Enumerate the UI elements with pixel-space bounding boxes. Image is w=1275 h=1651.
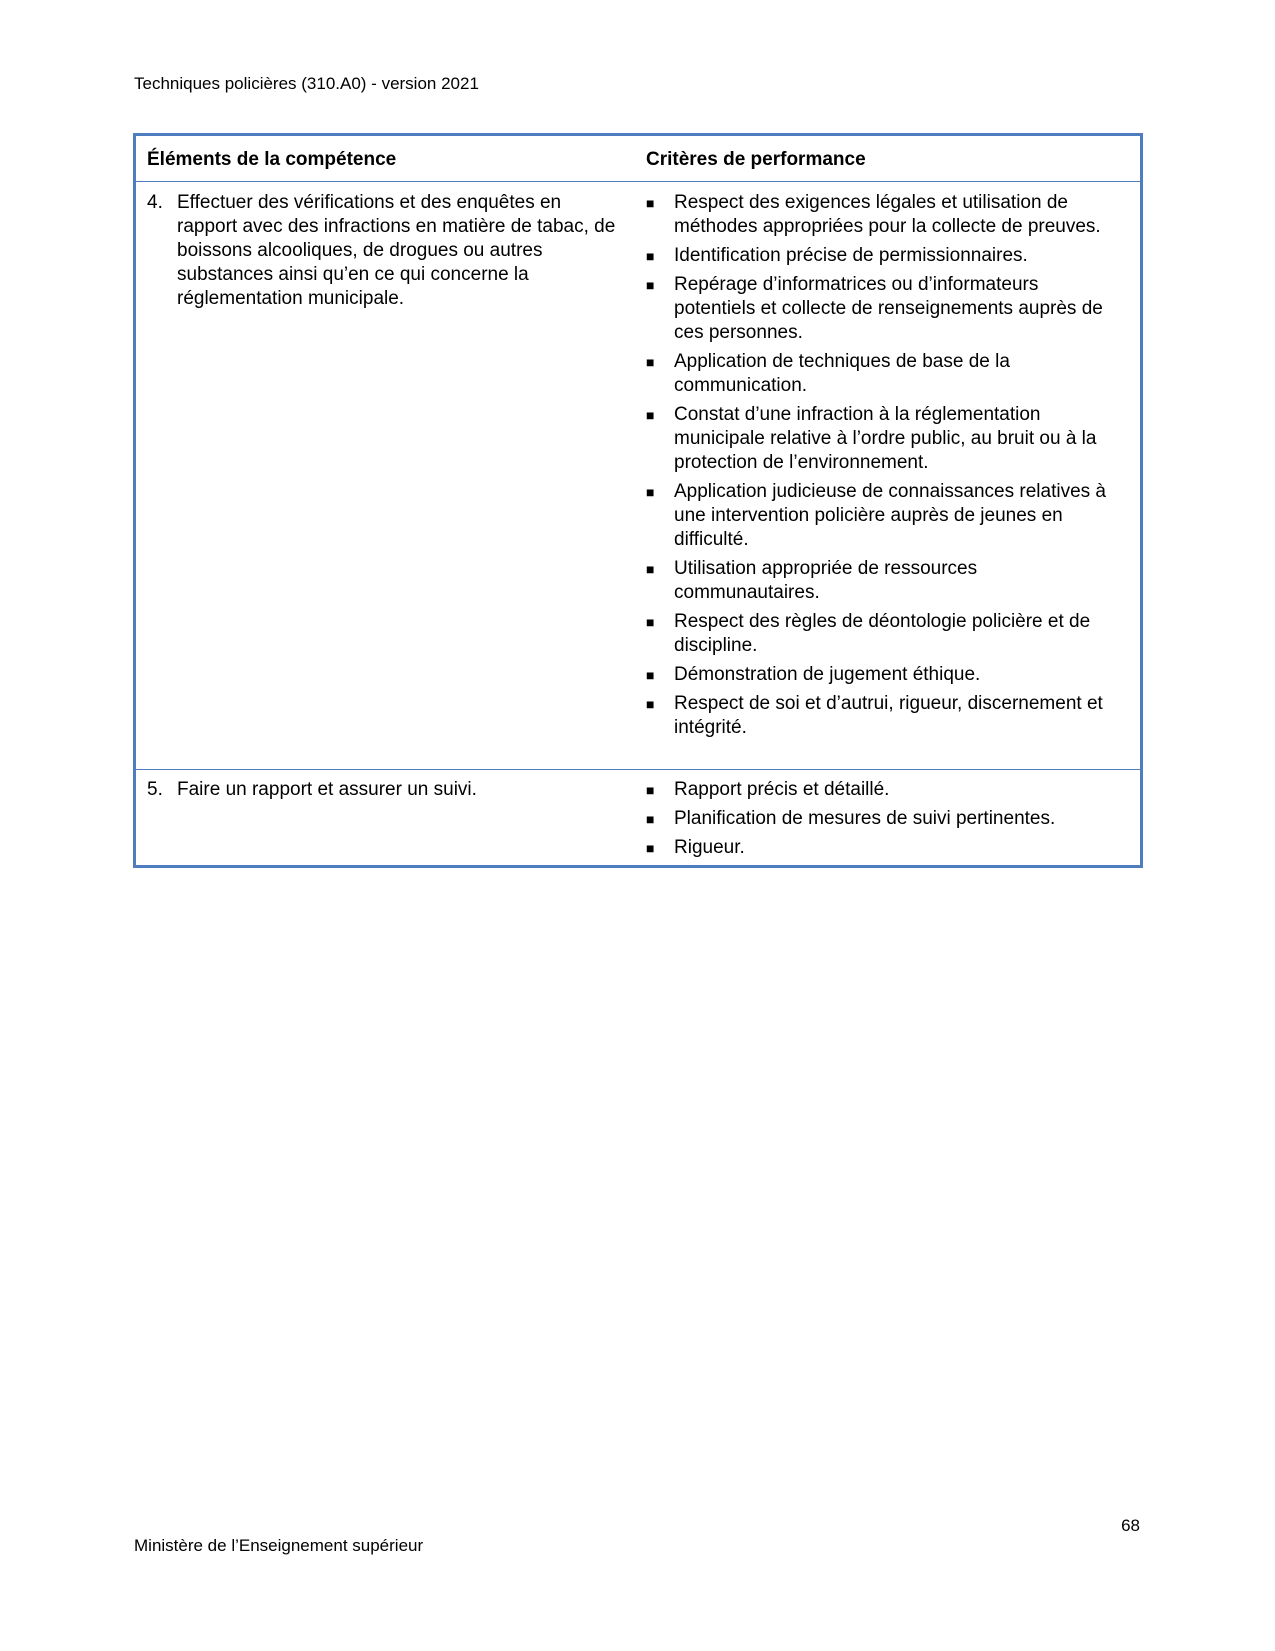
criteria-item [646, 557, 1140, 605]
page-number: 68 [1121, 1516, 1140, 1535]
criteria-item [646, 273, 1140, 345]
element-number: 4. [147, 192, 163, 213]
bullet-icon: ■ [646, 811, 655, 827]
criteria-list [646, 770, 1140, 860]
bullet-icon: ■ [646, 561, 655, 577]
criteria-item [646, 191, 1140, 239]
header-elements: Éléments de la compétence [147, 149, 397, 170]
bullet-icon: ■ [646, 484, 655, 500]
criteria-item [646, 350, 1140, 398]
criteria-item [646, 663, 1140, 687]
criteria-text: Rigueur. [674, 837, 745, 858]
criteria-text: Identification précise de permissionnaires. [674, 245, 1028, 266]
table-row [136, 182, 1140, 770]
criteria-text: Respect des exigences légales et utilisation de méthodes appropriées pour la collecte de preuves. [674, 192, 1101, 237]
criteria-cell [636, 770, 1140, 865]
criteria-text: Application de techniques de base de la communication. [674, 351, 1010, 396]
element-text: Faire un rapport et assurer un suivi. [177, 779, 477, 800]
criteria-item [646, 692, 1140, 740]
criteria-text: Démonstration de jugement éthique. [674, 664, 981, 685]
criteria-text: Utilisation appropriée de ressources communautaires. [674, 558, 978, 603]
bullet-icon: ■ [646, 667, 655, 683]
element-number: 5. [147, 779, 163, 800]
criteria-cell [636, 182, 1140, 769]
criteria-text: Constat d’une infraction à la réglementation municipale relative à l’ordre public, au bruit ou à la protection de l’environnement. [674, 404, 1097, 473]
bullet-icon: ■ [646, 696, 655, 712]
element-cell [136, 182, 636, 769]
criteria-item [646, 778, 1140, 802]
header-criteria: Critères de performance [646, 149, 866, 170]
criteria-text: Application judicieuse de connaissances relatives à une intervention policière auprès de jeunes en difficulté. [674, 481, 1106, 550]
bullet-icon: ■ [646, 195, 655, 211]
bullet-icon: ■ [646, 407, 655, 423]
criteria-list [646, 182, 1140, 740]
criteria-item [646, 807, 1140, 831]
element-text: Effectuer des vérifications et des enquêtes en rapport avec des infractions en matière de tabac, de boissons alcooliques, de drogues ou autres substances ainsi qu’en ce qui concerne la réglementation municipale. [177, 192, 616, 309]
table-row [136, 770, 1140, 865]
page-footer: Ministère de l’Enseignement supérieur [134, 1536, 424, 1555]
bullet-icon: ■ [646, 782, 655, 798]
bullet-icon: ■ [646, 354, 655, 370]
criteria-text: Planification de mesures de suivi pertinentes. [674, 808, 1056, 829]
page-header: Techniques policières (310.A0) - version 2021 [134, 74, 479, 93]
criteria-text: Respect des règles de déontologie policière et de discipline. [674, 611, 1091, 656]
criteria-item [646, 836, 1140, 860]
criteria-text: Rapport précis et détaillé. [674, 779, 890, 800]
criteria-text: Repérage d’informatrices ou d’informateurs potentiels et collecte de renseignements auprès de ces personnes. [674, 274, 1103, 343]
criteria-item [646, 244, 1140, 268]
bullet-icon: ■ [646, 248, 655, 264]
bullet-icon: ■ [646, 614, 655, 630]
table-header-row [136, 136, 1140, 182]
criteria-item [646, 480, 1140, 552]
criteria-text: Respect de soi et d’autrui, rigueur, discernement et intégrité. [674, 693, 1103, 738]
competence-table [133, 133, 1143, 868]
criteria-item [646, 610, 1140, 658]
bullet-icon: ■ [646, 840, 655, 856]
criteria-item [646, 403, 1140, 475]
bullet-icon: ■ [646, 277, 655, 293]
element-cell [136, 770, 636, 865]
